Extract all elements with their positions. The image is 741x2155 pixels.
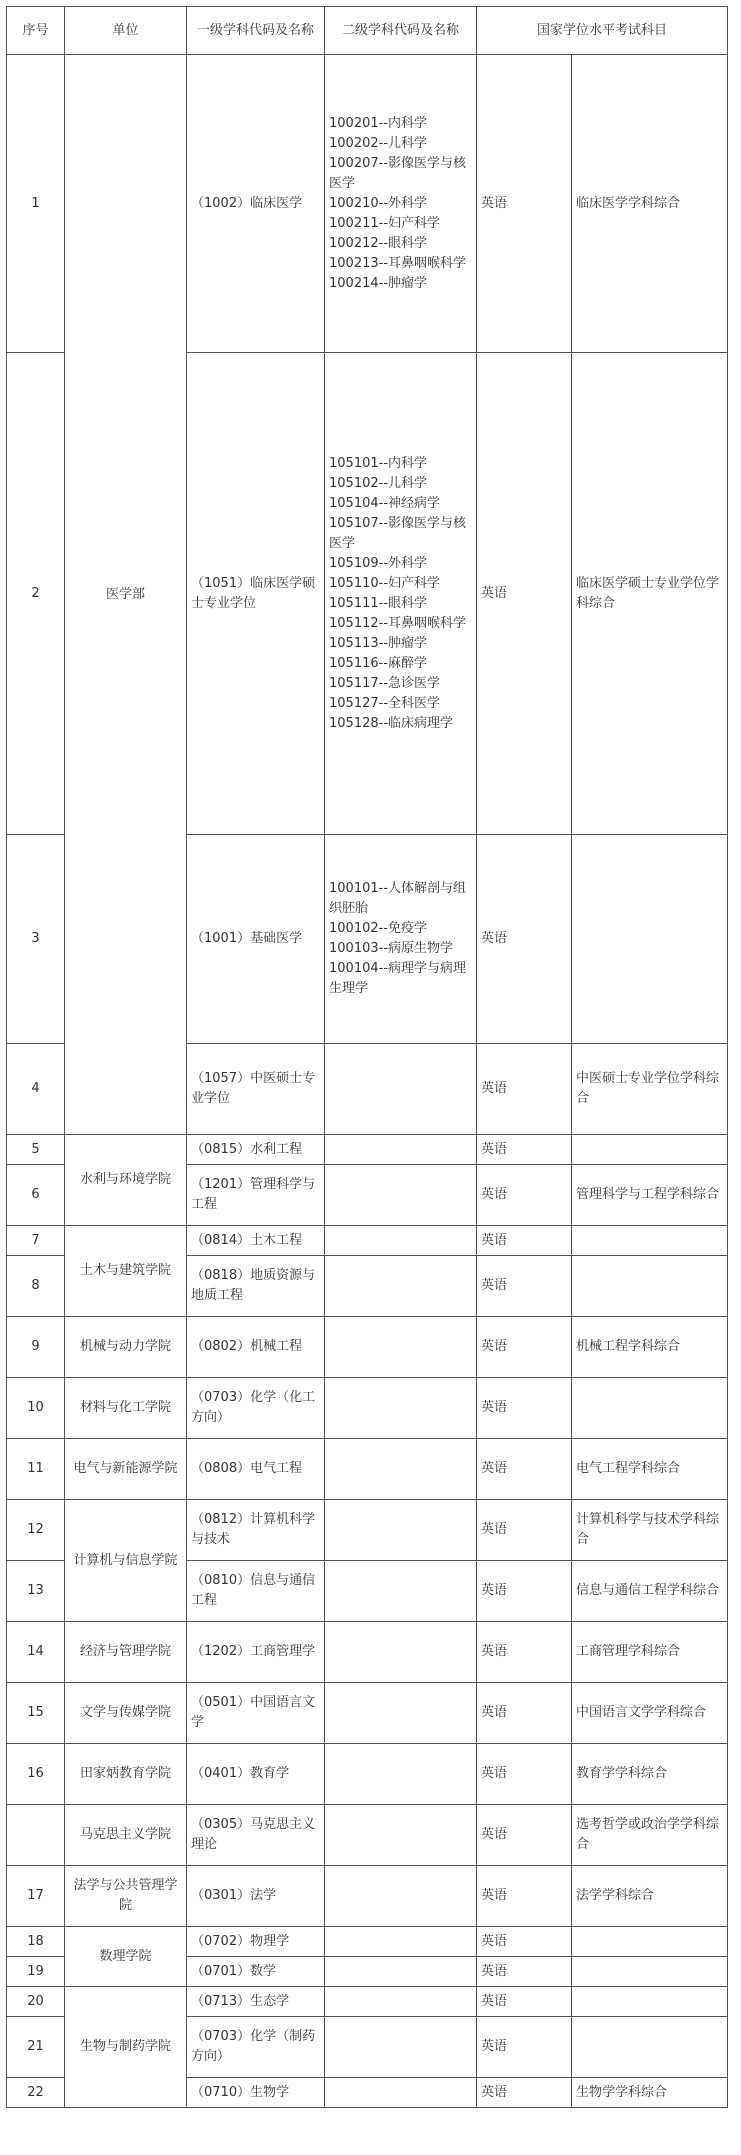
first-discipline: （0701）数学 <box>187 1957 325 1987</box>
first-discipline: （0703）化学（制药方向） <box>187 2017 325 2078</box>
exam-subject: 工商管理学科综合 <box>572 1622 728 1683</box>
unit-cell: 材料与化工学院 <box>65 1378 187 1439</box>
exam-subject: 教育学学科综合 <box>572 1744 728 1805</box>
table-row <box>7 1622 728 1683</box>
first-discipline: （1001）基础医学 <box>187 835 325 1044</box>
unit-cell: 计算机与信息学院 <box>65 1500 187 1622</box>
exam-subject: 临床医学硕士专业学位学科综合 <box>572 353 728 835</box>
second-discipline-item: 100212--眼科学 <box>329 235 428 251</box>
second-discipline-item: 100104--病理学与病理生理学 <box>329 961 467 996</box>
row-seq: 6 <box>7 1165 65 1226</box>
exam-language: 英语 <box>477 1135 572 1165</box>
exam-subject: 生物学学科综合 <box>572 2078 728 2108</box>
table-row <box>7 1927 728 1957</box>
second-discipline-item: 105127--全科医学 <box>329 695 441 711</box>
table-row <box>7 1500 728 1561</box>
row-seq: 7 <box>7 1226 65 1256</box>
exam-subject: 电气工程学科综合 <box>572 1439 728 1500</box>
table-row <box>7 1317 728 1378</box>
first-discipline: （1201）管理科学与工程 <box>187 1165 325 1226</box>
first-discipline: （0808）电气工程 <box>187 1439 325 1500</box>
exam-subject: 临床医学学科综合 <box>572 55 728 353</box>
table-row <box>7 1226 728 1256</box>
header-row <box>7 7 728 55</box>
table-row <box>7 1987 728 2017</box>
first-discipline: （0812）计算机科学与技术 <box>187 1500 325 1561</box>
row-seq: 11 <box>7 1439 65 1500</box>
second-discipline-item: 105116--麻醉学 <box>329 655 428 671</box>
second-discipline-list <box>325 1927 477 1957</box>
header-first-discipline: 一级学科代码及名称 <box>187 7 325 55</box>
exam-subject <box>572 1987 728 2017</box>
second-discipline-list <box>325 55 477 353</box>
first-discipline: （0301）法学 <box>187 1866 325 1927</box>
unit-cell: 文学与传媒学院 <box>65 1683 187 1744</box>
exam-language: 英语 <box>477 1256 572 1317</box>
second-discipline-item: 105104--神经病学 <box>329 495 441 511</box>
first-discipline: （1002）临床医学 <box>187 55 325 353</box>
first-discipline: （0703）化学（化工方向） <box>187 1378 325 1439</box>
unit-cell: 医学部 <box>65 55 187 1135</box>
second-discipline-list <box>325 1500 477 1561</box>
second-discipline-list <box>325 1805 477 1866</box>
row-seq: 21 <box>7 2017 65 2078</box>
first-discipline: （0815）水利工程 <box>187 1135 325 1165</box>
exam-language: 英语 <box>477 1622 572 1683</box>
second-discipline-list <box>325 1378 477 1439</box>
header-second-discipline: 二级学科代码及名称 <box>325 7 477 55</box>
unit-cell: 机械与动力学院 <box>65 1317 187 1378</box>
exam-language: 英语 <box>477 1165 572 1226</box>
exam-subject <box>572 1135 728 1165</box>
second-discipline-item: 100102--免疫学 <box>329 921 428 936</box>
second-discipline-list <box>325 1866 477 1927</box>
exam-language: 英语 <box>477 1805 572 1866</box>
header-exam: 国家学位水平考试科目 <box>477 7 728 55</box>
row-seq: 5 <box>7 1135 65 1165</box>
second-discipline-list <box>325 353 477 835</box>
header-seq: 序号 <box>7 7 65 55</box>
unit-cell: 法学与公共管理学院 <box>65 1866 187 1927</box>
second-discipline-item: 105128--临床病理学 <box>329 715 454 731</box>
second-discipline-item: 100211--妇产科学 <box>329 215 441 231</box>
second-discipline-list <box>325 1256 477 1317</box>
unit-cell: 经济与管理学院 <box>65 1622 187 1683</box>
second-discipline-item: 100103--病原生物学 <box>329 941 454 956</box>
exam-language: 英语 <box>477 1744 572 1805</box>
document <box>6 6 727 2108</box>
second-discipline-item: 105110--妇产科学 <box>329 575 441 591</box>
row-seq: 17 <box>7 1866 65 1927</box>
second-discipline-list <box>325 1317 477 1378</box>
exam-subject: 信息与通信工程学科综合 <box>572 1561 728 1622</box>
unit-cell: 土木与建筑学院 <box>65 1226 187 1317</box>
row-seq: 3 <box>7 835 65 1044</box>
first-discipline: （0814）土木工程 <box>187 1226 325 1256</box>
row-seq <box>7 1805 65 1866</box>
table-row <box>7 1744 728 1805</box>
second-discipline-item: 105109--外科学 <box>329 555 428 571</box>
first-discipline: （1057）中医硕士专业学位 <box>187 1044 325 1135</box>
row-seq: 8 <box>7 1256 65 1317</box>
second-discipline-item: 105117--急诊医学 <box>329 675 441 691</box>
second-discipline-list <box>325 2017 477 2078</box>
exam-language: 英语 <box>477 1044 572 1135</box>
second-discipline-list <box>325 1744 477 1805</box>
exam-subject: 机械工程学科综合 <box>572 1317 728 1378</box>
exam-language: 英语 <box>477 1866 572 1927</box>
row-seq: 9 <box>7 1317 65 1378</box>
table-row <box>7 1866 728 1927</box>
exam-subject <box>572 1957 728 1987</box>
second-discipline-list <box>325 1957 477 1987</box>
exam-subject <box>572 835 728 1044</box>
exam-language: 英语 <box>477 55 572 353</box>
second-discipline-list <box>325 1044 477 1135</box>
second-discipline-item: 100207--影像医学与核医学 <box>329 155 467 191</box>
second-discipline-item: 100214--肿瘤学 <box>329 275 428 291</box>
table-row <box>7 1439 728 1500</box>
second-discipline-list <box>325 1987 477 2017</box>
unit-cell: 数理学院 <box>65 1927 187 1987</box>
second-discipline-item: 100201--内科学 <box>329 115 428 131</box>
exam-language: 英语 <box>477 353 572 835</box>
exam-subject: 管理科学与工程学科综合 <box>572 1165 728 1226</box>
exam-subject-table <box>6 6 728 2108</box>
exam-language: 英语 <box>477 2078 572 2108</box>
second-discipline-item: 105107--影像医学与核医学 <box>329 515 467 551</box>
row-seq: 12 <box>7 1500 65 1561</box>
second-discipline-list <box>325 1165 477 1226</box>
second-discipline-list <box>325 835 477 1044</box>
first-discipline: （0702）物理学 <box>187 1927 325 1957</box>
exam-subject <box>572 2017 728 2078</box>
second-discipline-list <box>325 1683 477 1744</box>
exam-subject: 法学学科综合 <box>572 1866 728 1927</box>
first-discipline: （1202）工商管理学 <box>187 1622 325 1683</box>
first-discipline: （0501）中国语言文学 <box>187 1683 325 1744</box>
second-discipline-item: 105111--眼科学 <box>329 595 428 611</box>
row-seq: 1 <box>7 55 65 353</box>
second-discipline-list <box>325 2078 477 2108</box>
first-discipline: （0818）地质资源与地质工程 <box>187 1256 325 1317</box>
exam-subject <box>572 1256 728 1317</box>
exam-language: 英语 <box>477 1987 572 2017</box>
exam-subject <box>572 1378 728 1439</box>
exam-language: 英语 <box>477 1226 572 1256</box>
second-discipline-list <box>325 1622 477 1683</box>
second-discipline-list <box>325 1561 477 1622</box>
second-discipline-item: 100202--儿科学 <box>329 135 428 151</box>
second-discipline-item: 105113--肿瘤学 <box>329 635 428 651</box>
table-row <box>7 1135 728 1165</box>
exam-subject: 中医硕士专业学位学科综合 <box>572 1044 728 1135</box>
exam-subject <box>572 1226 728 1256</box>
table-row <box>7 1683 728 1744</box>
first-discipline: （1051）临床医学硕士专业学位 <box>187 353 325 835</box>
exam-subject: 计算机科学与技术学科综合 <box>572 1500 728 1561</box>
second-discipline-item: 100210--外科学 <box>329 195 428 211</box>
row-seq: 15 <box>7 1683 65 1744</box>
first-discipline: （0810）信息与通信工程 <box>187 1561 325 1622</box>
exam-language: 英语 <box>477 2017 572 2078</box>
unit-cell: 田家炳教育学院 <box>65 1744 187 1805</box>
exam-subject: 中国语言文学学科综合 <box>572 1683 728 1744</box>
exam-language: 英语 <box>477 1561 572 1622</box>
second-discipline-list <box>325 1135 477 1165</box>
second-discipline-list <box>325 1439 477 1500</box>
row-seq: 20 <box>7 1987 65 2017</box>
exam-subject: 选考哲学或政治学学科综合 <box>572 1805 728 1866</box>
first-discipline: （0305）马克思主义理论 <box>187 1805 325 1866</box>
row-seq: 16 <box>7 1744 65 1805</box>
second-discipline-item: 105112--耳鼻咽喉科学 <box>329 615 467 631</box>
first-discipline: （0401）教育学 <box>187 1744 325 1805</box>
row-seq: 22 <box>7 2078 65 2108</box>
exam-language: 英语 <box>477 1683 572 1744</box>
table-row <box>7 1378 728 1439</box>
row-seq: 4 <box>7 1044 65 1135</box>
unit-cell: 水利与环境学院 <box>65 1135 187 1226</box>
unit-cell: 马克思主义学院 <box>65 1805 187 1866</box>
row-seq: 18 <box>7 1927 65 1957</box>
header-unit: 单位 <box>65 7 187 55</box>
second-discipline-item: 100101--人体解剖与组织胚胎 <box>329 881 467 916</box>
exam-subject <box>572 1927 728 1957</box>
row-seq: 14 <box>7 1622 65 1683</box>
exam-language: 英语 <box>477 1439 572 1500</box>
row-seq: 2 <box>7 353 65 835</box>
row-seq: 10 <box>7 1378 65 1439</box>
second-discipline-item: 105102--儿科学 <box>329 475 428 491</box>
exam-language: 英语 <box>477 1500 572 1561</box>
exam-language: 英语 <box>477 1957 572 1987</box>
second-discipline-item: 105101--内科学 <box>329 455 428 471</box>
table-row <box>7 1805 728 1866</box>
row-seq: 13 <box>7 1561 65 1622</box>
exam-language: 英语 <box>477 835 572 1044</box>
exam-language: 英语 <box>477 1927 572 1957</box>
table-row <box>7 55 728 353</box>
first-discipline: （0802）机械工程 <box>187 1317 325 1378</box>
row-seq: 19 <box>7 1957 65 1987</box>
exam-language: 英语 <box>477 1378 572 1439</box>
first-discipline: （0710）生物学 <box>187 2078 325 2108</box>
unit-cell: 生物与制药学院 <box>65 1987 187 2108</box>
first-discipline: （0713）生态学 <box>187 1987 325 2017</box>
second-discipline-list <box>325 1226 477 1256</box>
second-discipline-item: 100213--耳鼻咽喉科学 <box>329 255 467 271</box>
unit-cell: 电气与新能源学院 <box>65 1439 187 1500</box>
exam-language: 英语 <box>477 1317 572 1378</box>
